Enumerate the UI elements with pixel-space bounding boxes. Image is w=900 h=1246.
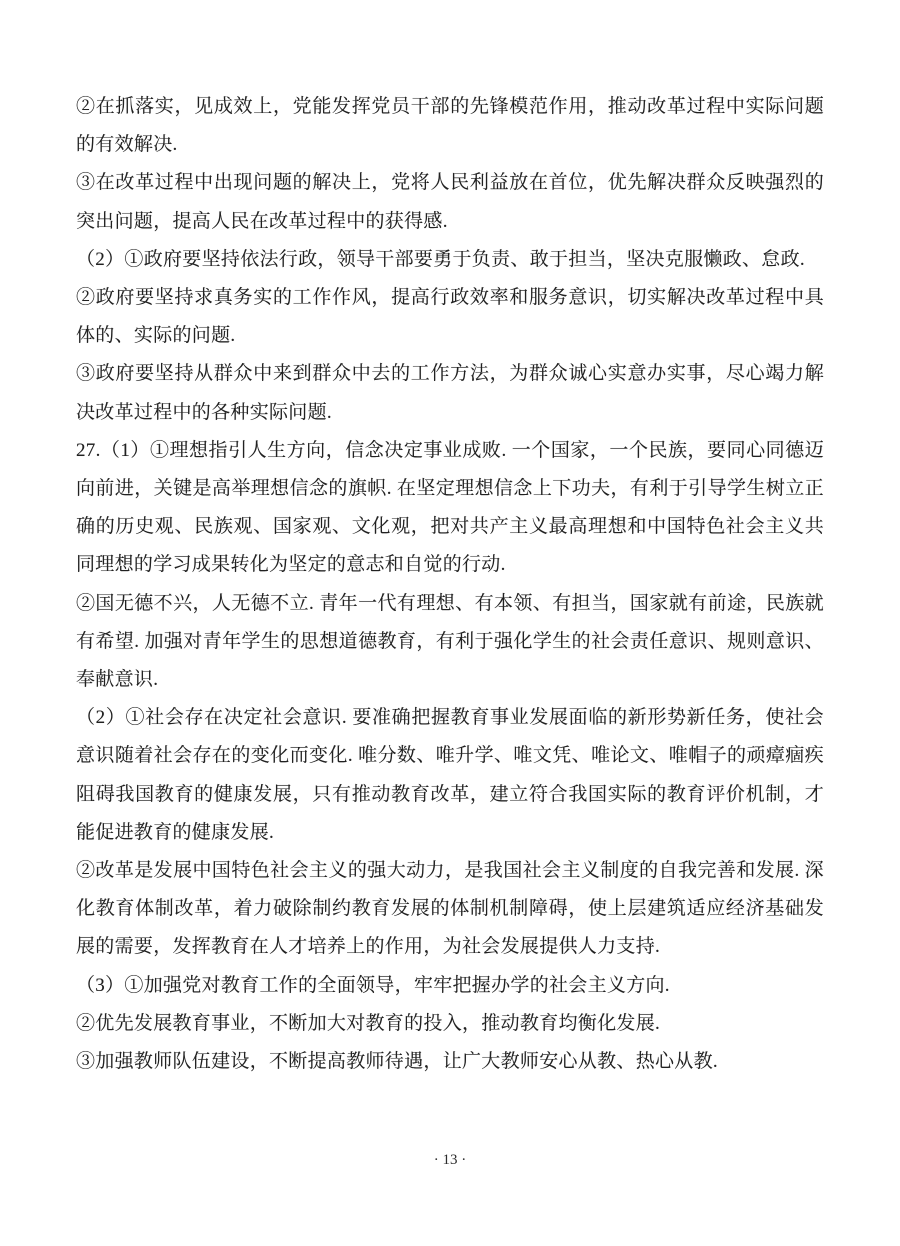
paragraph-q26-1-point3: ③在改革过程中出现问题的解决上，党将人民利益放在首位，优先解决群众反映强烈的突出问题，提高人民在改革过程中的获得感. <box>76 172 824 232</box>
paragraph-q27-1-point2: ②国无德不兴，人无德不立. 青年一代有理想、有本领、有担当，国家就有前途，民族就有希望. 加强对青年学生的思想道德教育，有利于强化学生的社会责任意识、规则意识、奉献意识. <box>76 592 824 691</box>
paragraph-q27-3-point1: （3）①加强党对教育工作的全面领导，牢牢把握办学的社会主义方向. <box>76 974 670 996</box>
paragraph-q26-2-point3: ③政府要坚持从群众中来到群众中去的工作方法，为群众诚心实意办实事，尽心竭力解决改革过程中的各种实际问题. <box>76 363 824 423</box>
page-number: · 13 · <box>433 1152 467 1168</box>
paragraph-q27-3-point2: ②优先发展教育事业，不断加大对教育的投入，推动教育均衡化发展. <box>76 1012 661 1034</box>
paragraph-q27-2-point2: ②改革是发展中国特色社会主义的强大动力，是我国社会主义制度的自我完善和发展. 深化教育体制改革，着力破除制约教育发展的体制机制障碍，使上层建筑适应经济基础发展的需要，发挥教育在人才培养上的作用，为社会发展提供人力支持. <box>76 860 824 958</box>
paragraph-q26-2-point1: （2）①政府要坚持依法行政，领导干部要勇于负责、敢于担当，坚决克服懒政、怠政. <box>76 248 805 270</box>
paragraph-q27-3-point3: ③加强教师队伍建设，不断提高教师待遇，让广大教师安心从教、热心从教. <box>76 1051 718 1073</box>
paragraph-q26-2-point2: ②政府要坚持求真务实的工作作风，提高行政效率和服务意识，切实解决改革过程中具体的、实际的问题. <box>76 287 824 347</box>
answer-text-block <box>76 88 824 1081</box>
paragraph-q27-1-point1: 27.（1）①理想指引人生方向，信念决定事业成败. 一个国家，一个民族，要同心同德迈向前进，关键是高举理想信念的旗帜. 在坚定理想信念上下功夫，有利于引导学生树立正确的历史观、民族观、国家观、文化观，把对共产主义最高理想和中国特色社会主义共同理想的学习成果转化为坚定的意志和自觉的行动. <box>76 439 824 576</box>
paragraph-q26-1-point2: ②在抓落实，见成效上，党能发挥党员干部的先锋模范作用，推动改革过程中实际问题的有效解决. <box>76 96 824 156</box>
paragraph-q27-2-point1: （2）①社会存在决定社会意识. 要准确把握教育事业发展面临的新形势新任务，使社会意识随着社会存在的变化而变化. 唯分数、唯升学、唯文凭、唯论文、唯帽子的顽瘴痼疾阻碍我国教育的健康发展，只有推动教育改革，建立符合我国实际的教育评价机制，才能促进教育的健康发展. <box>76 707 824 843</box>
